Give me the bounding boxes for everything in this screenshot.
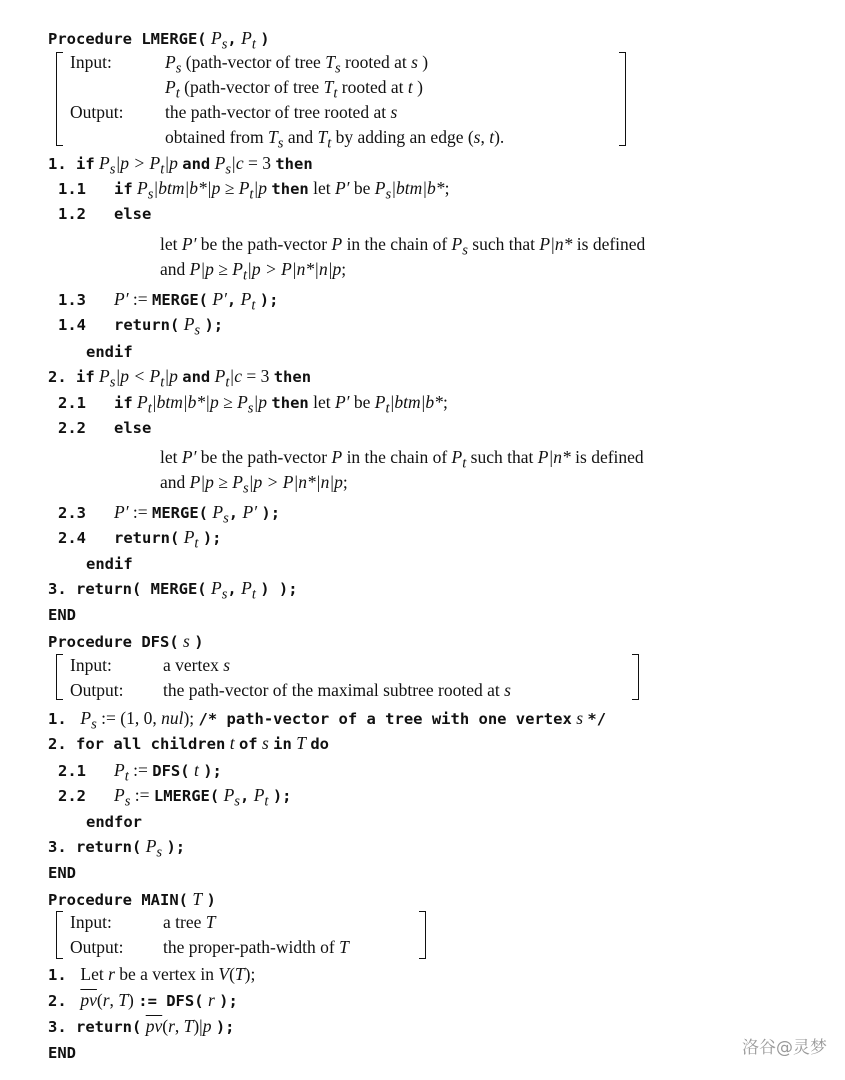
lmerge-right-bracket — [619, 52, 626, 146]
lmerge-step-2-2-text-b: and $P|p \ge P_s|p > P|n*|n|p$; — [160, 472, 348, 497]
lmerge-endif-2: endif — [86, 555, 133, 573]
main-output-label: Output: — [70, 937, 124, 957]
main-right-bracket — [419, 911, 426, 959]
dfs-output-text: the path-vector of the maximal subtree rooted at s — [163, 680, 511, 700]
dfs-right-bracket — [632, 654, 639, 700]
lmerge-left-bracket — [56, 52, 63, 146]
dfs-end: END — [48, 864, 76, 882]
lmerge-step-1-2-text-a: let P′ be the path-vector P in the chain of $P_s$ such that P|n* is defined — [160, 234, 646, 259]
dfs-step-2-1: 2.1 $P_t$ := DFS( t ); — [58, 760, 222, 785]
lmerge-output-line2: obtained from $T_s$ and $T_t$ by adding an edge (s, t). — [165, 127, 505, 152]
main-output-text: the proper-path-width of T — [163, 937, 349, 957]
dfs-step-2: 2. for all children t of s in T do — [48, 733, 329, 753]
main-left-bracket — [56, 911, 63, 959]
dfs-output-label: Output: — [70, 680, 124, 700]
lmerge-step-2-3: 2.3 P′ := MERGE( $P_s$, P′ ); — [58, 502, 281, 527]
lmerge-end: END — [48, 606, 76, 624]
main-header: Procedure MAIN( T ) — [48, 889, 216, 909]
dfs-step-2-2: 2.2 $P_s$ := LMERGE( $P_s$, $P_t$ ); — [58, 785, 292, 810]
lmerge-header: Procedure LMERGE( $P_s$, $P_t$ ) — [48, 28, 270, 53]
lmerge-step-3: 3. return( MERGE( $P_s$, $P_t$ ) ); — [48, 578, 298, 603]
lmerge-step-2: 2. if $P_s|p < P_t|p$ and $P_t|c = 3$ then — [48, 366, 312, 391]
lmerge-input-pt: $P_t$ (path-vector of tree $T_t$ rooted at t ) — [165, 77, 423, 102]
lmerge-step-1: 1. if $P_s|p > P_t|p$ and $P_s|c = 3$ then — [48, 153, 313, 178]
dfs-step-3: 3. return( $P_s$ ); — [48, 836, 186, 861]
dfs-header: Procedure DFS( s ) — [48, 631, 204, 651]
dfs-input-label: Input: — [70, 655, 112, 675]
lmerge-output-label: Output: — [70, 102, 124, 122]
main-step-3: 3. return( $\overline{pv}(r$, T)|p ); — [48, 1016, 235, 1036]
dfs-input-text: a vertex s — [163, 655, 231, 675]
lmerge-step-1-3: 1.3 P′ := MERGE( P′, $P_t$ ); — [58, 289, 279, 314]
watermark: 洛谷@灵梦 — [742, 1038, 827, 1058]
main-end: END — [48, 1044, 76, 1062]
lmerge-endif-1: endif — [86, 343, 133, 361]
main-step-2: 2. $\overline{pv}(r$, T) := DFS( r ); — [48, 990, 238, 1010]
lmerge-step-2-4: 2.4 return( $P_t$ ); — [58, 527, 222, 552]
lmerge-step-2-2-text-a: let P′ be the path-vector P in the chain of $P_t$ such that P|n* is defined — [160, 447, 644, 472]
lmerge-step-1-2-text-b: and $P|p \ge P_t|p > P|n*|n|p$; — [160, 259, 347, 284]
main-input-label: Input: — [70, 912, 112, 932]
dfs-endfor: endfor — [86, 813, 142, 831]
lmerge-step-1-2: 1.2 else — [58, 205, 152, 223]
lmerge-step-2-2: 2.2 else — [58, 419, 152, 437]
main-input-text: a tree T — [163, 912, 216, 932]
lmerge-output-line1: the path-vector of tree rooted at s — [165, 102, 398, 122]
dfs-step-1: 1. $P_s$ := (1, 0, nul); /* path-vector of a tree with one vertex s */ — [48, 708, 607, 733]
lmerge-input-ps: $P_s$ (path-vector of tree $T_s$ rooted at s ) — [165, 52, 429, 77]
lmerge-step-1-4: 1.4 return( $P_s$ ); — [58, 314, 224, 339]
dfs-left-bracket — [56, 654, 63, 700]
lmerge-input-label: Input: — [70, 52, 112, 72]
lmerge-step-2-1: 2.1 if $P_t|btm|b*|p \ge P_s|p$ then let P′ be $P_t|btm|b*$; — [58, 392, 448, 417]
lmerge-step-1-1: 1.1 if $P_s|btm|b*|p \ge P_t|p$ then let P′ be $P_s|btm|b*$; — [58, 178, 450, 203]
main-step-1: 1. Let r be a vertex in V(T); — [48, 964, 256, 984]
